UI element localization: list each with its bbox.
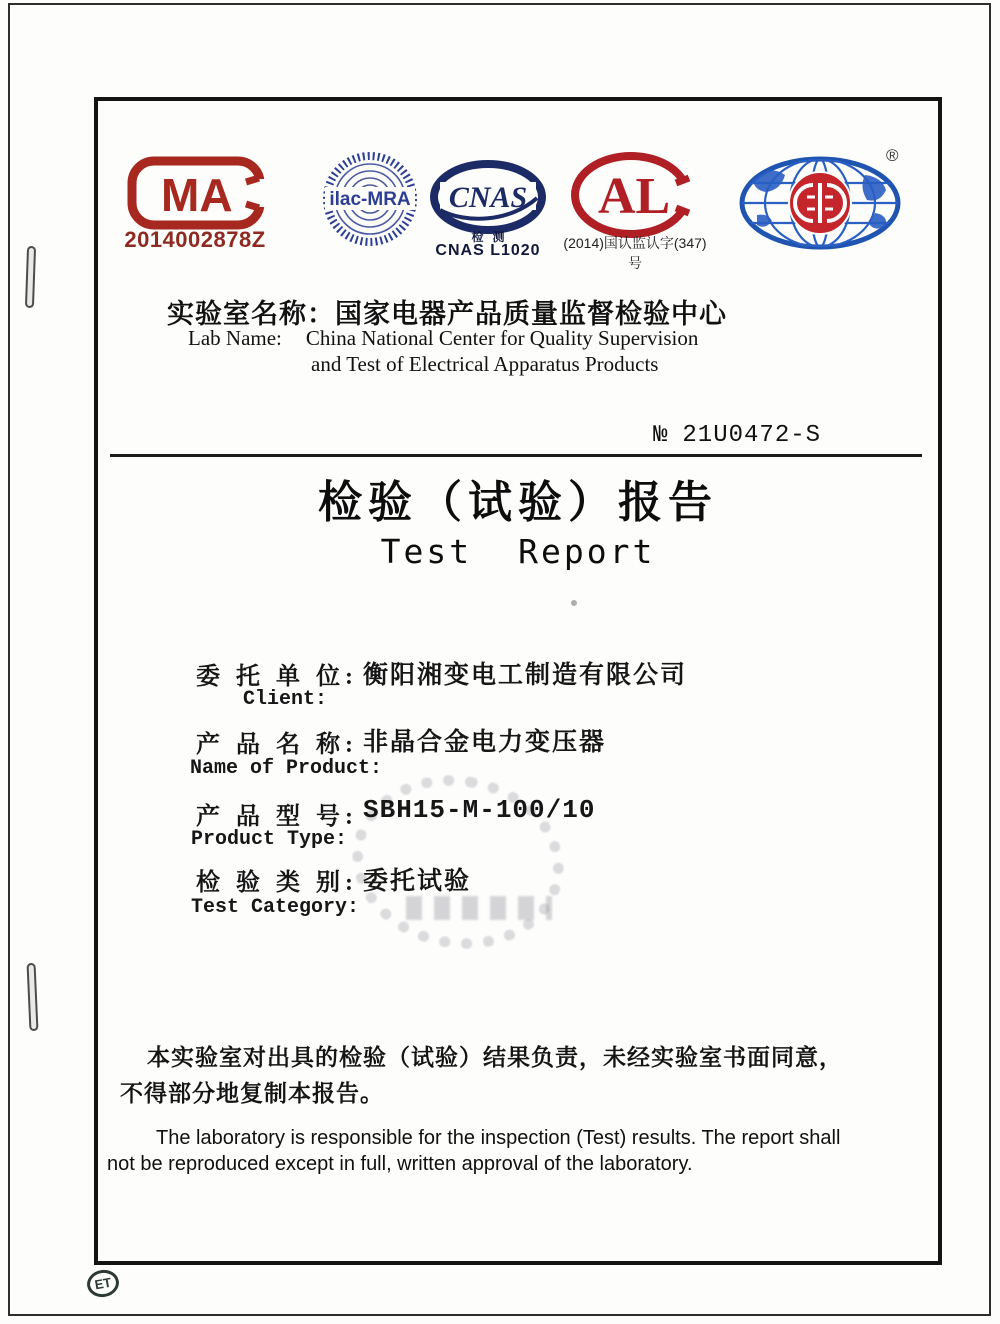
cnas-accreditation-number: CNAS L1020 [435, 242, 541, 259]
cnas-caption-cn: 检测 [471, 230, 514, 244]
field-label-zh: 产 品 名 称: [196, 732, 358, 758]
field-label-zh: 产 品 型 号: [196, 804, 358, 830]
cal-letters: AL [598, 168, 671, 225]
statement-zh-line1: 本实验室对出具的检验（试验）结果负责，未经实验室书面同意， [147, 1045, 843, 1070]
field-label-zh: 检 验 类 别: [196, 870, 358, 896]
et-seal-icon: ET [85, 1267, 121, 1299]
report-title-en-word1: Test [380, 532, 473, 571]
cma-letters: MA [161, 169, 233, 221]
report-title-zh: 检验（试验）报告 [318, 478, 718, 527]
registered-trademark-symbol: ® [886, 146, 899, 165]
statement-en-line2: not be reproduced except in full, written approval of the laboratory. [107, 1153, 693, 1175]
ilac-mra-text: ilac-MRA [329, 189, 411, 210]
field-value: SBH15-M-100/10 [363, 795, 596, 825]
statement-zh-line2: 不得部分地复制本报告。 [120, 1081, 384, 1106]
lab-name-en-label: Lab Name: [188, 326, 282, 350]
scan-dot-artifact [571, 600, 577, 606]
cnas-letters: CNAS [448, 181, 528, 214]
field-label-en: Name of Product: [190, 757, 383, 780]
globe-logo-icon [737, 155, 903, 256]
field-value: 非晶合金电力变压器 [363, 729, 607, 756]
report-number-value: 21U0472-S [682, 422, 822, 449]
lab-name-en-line2: and Test of Electrical Apparatus Products [311, 352, 659, 376]
field-label-en: Test Category: [191, 896, 360, 919]
report-title-en [94, 532, 942, 571]
faint-stamp-text-row [406, 896, 552, 920]
report-number [653, 422, 821, 449]
field-label-en: Product Type: [191, 828, 348, 851]
field-value: 衡阳湘变电工制造有限公司 [363, 662, 688, 689]
ilac-mra-logo-icon [321, 150, 419, 253]
lab-name-en-line1 [188, 326, 698, 351]
lab-name-zh-value: 国家电器产品质量监督检验中心 [335, 299, 727, 329]
field-label-en: Client: [243, 688, 328, 711]
cma-logo-icon [127, 156, 267, 237]
statement-en-line1: The laboratory is responsible for the inspection (Test) results. The report shall [156, 1127, 841, 1149]
lab-name-en-value1: China National Center for Quality Supervision [305, 326, 699, 350]
cma-certificate-number: 2014002878Z [124, 227, 266, 252]
divider-rule [110, 454, 922, 457]
report-number-label: № [653, 422, 669, 449]
cal-certificate-number: (2014)国认监认字(347)号 [563, 235, 707, 271]
report-title-en-word2: Report [518, 532, 656, 571]
field-label-zh: 委 托 单 位: [196, 664, 358, 690]
field-value: 委托试验 [363, 868, 472, 895]
lab-name-zh-label: 实验室名称： [167, 299, 335, 329]
